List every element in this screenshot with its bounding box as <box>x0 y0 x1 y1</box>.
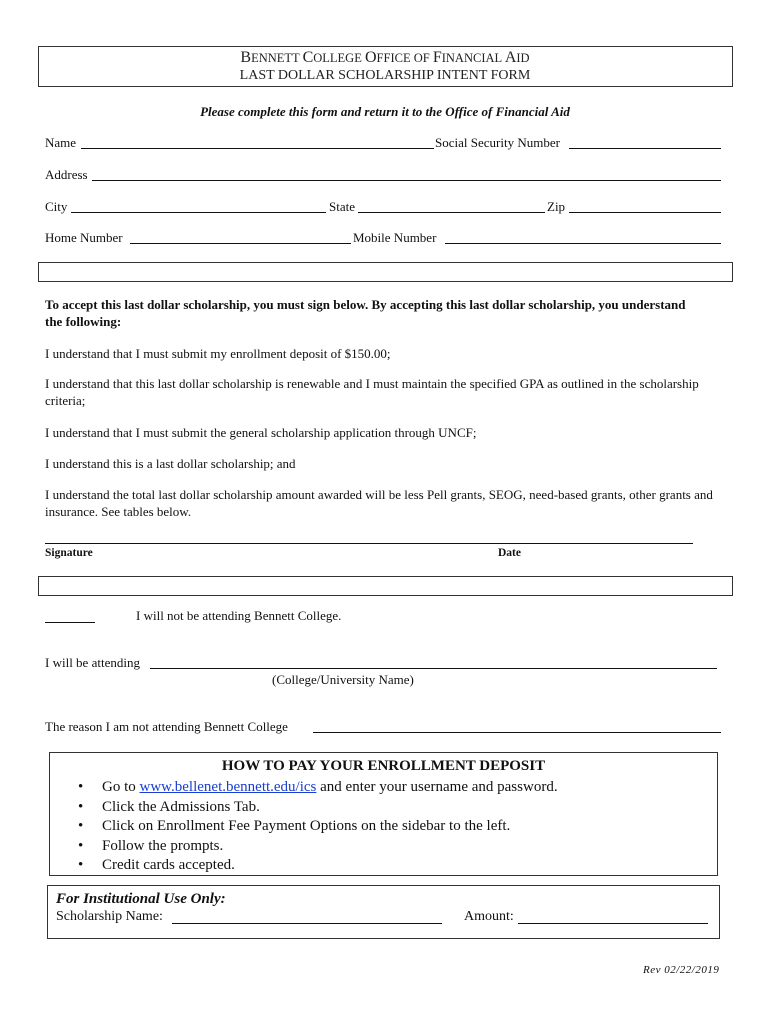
ssn-field[interactable] <box>569 148 721 149</box>
city-field[interactable] <box>71 212 326 213</box>
accept-item: I understand that this last dollar scholarship is renewable and I must maintain the specified GPA as outlined in the scholarship criteria; <box>45 376 699 408</box>
name-field[interactable] <box>81 148 434 149</box>
state-field[interactable] <box>358 212 545 213</box>
bullet-icon: • <box>78 798 84 815</box>
institutional-heading: For Institutional Use Only: <box>56 891 226 907</box>
home-number-field[interactable] <box>130 243 351 244</box>
state-label: State <box>329 199 355 214</box>
address-field[interactable] <box>92 180 721 181</box>
scholarship-name-label: Scholarship Name: <box>56 909 163 924</box>
bullet-icon: • <box>78 779 84 795</box>
name-label: Name <box>45 135 77 150</box>
accept-item: I understand this is a last dollar scholarship; and <box>45 456 296 471</box>
signature-label: Signature <box>45 547 93 559</box>
attending-label: I will be attending <box>45 655 140 670</box>
revision-date: Rev 02/22/2019 <box>643 964 720 976</box>
amount-field[interactable] <box>518 923 708 924</box>
instructions-text: Please complete this form and return it to the Office of Financial Aid <box>200 104 570 119</box>
ssn-label: Social Security Number <box>435 135 560 150</box>
section-divider-box <box>38 262 733 282</box>
attending-college-field[interactable] <box>150 668 717 669</box>
bullet-icon: • <box>78 837 84 854</box>
deposit-heading: HOW TO PAY YOUR ENROLLMENT DEPOSIT <box>221 758 546 774</box>
bullet-icon: • <box>78 857 84 873</box>
home-number-label: Home Number <box>45 230 123 245</box>
deposit-steps <box>78 778 558 876</box>
signature-line[interactable] <box>45 543 693 544</box>
reason-label: The reason I am not attending Bennett College <box>45 719 288 734</box>
accept-item: I understand that I must submit the general scholarship application through UNCF; <box>45 425 477 440</box>
deposit-step: • Follow the prompts. <box>78 837 558 857</box>
accept-heading: To accept this last dollar scholarship, you must sign below. By accepting this last dollar scholarship, you understand the following: <box>45 297 686 329</box>
form-title-line2: LAST DOLLAR SCHOLARSHIP INTENT FORM <box>239 68 531 83</box>
reason-field[interactable] <box>313 732 721 733</box>
accept-item: I understand the total last dollar scholarship amount awarded will be less Pell grants, SEOG, need-based grants, other grants and insurance. See tables below. <box>45 487 713 519</box>
payment-portal-link[interactable]: www.bellenet.bennett.edu/ics <box>139 779 317 795</box>
mobile-number-label: Mobile Number <box>353 230 437 245</box>
amount-label: Amount: <box>464 909 514 924</box>
scholarship-name-field[interactable] <box>172 923 442 924</box>
accept-item: I understand that I must submit my enrollment deposit of $150.00; <box>45 346 391 361</box>
college-caption: (College/University Name) <box>272 672 414 687</box>
date-label: Date <box>498 547 521 559</box>
deposit-step: • Click the Admissions Tab. <box>78 798 558 818</box>
form-title-line1: BENNETT COLLEGE OFFICE OF FINANCIAL AID <box>240 49 530 66</box>
deposit-step: • Click on Enrollment Fee Payment Options on the sidebar to the left. <box>78 817 558 837</box>
not-attending-text: I will not be attending Bennett College. <box>136 608 342 623</box>
section-divider-box <box>38 576 733 596</box>
zip-label: Zip <box>547 199 566 214</box>
mobile-number-field[interactable] <box>445 243 721 244</box>
deposit-step: • Credit cards accepted. <box>78 856 558 876</box>
zip-field[interactable] <box>569 212 721 213</box>
address-label: Address <box>45 167 88 182</box>
bullet-icon: • <box>78 818 84 834</box>
city-label: City <box>45 199 68 214</box>
deposit-step: • Go to www.bellenet.bennett.edu/ics and enter your username and password. <box>78 778 558 798</box>
not-attending-checkline[interactable] <box>45 622 95 623</box>
